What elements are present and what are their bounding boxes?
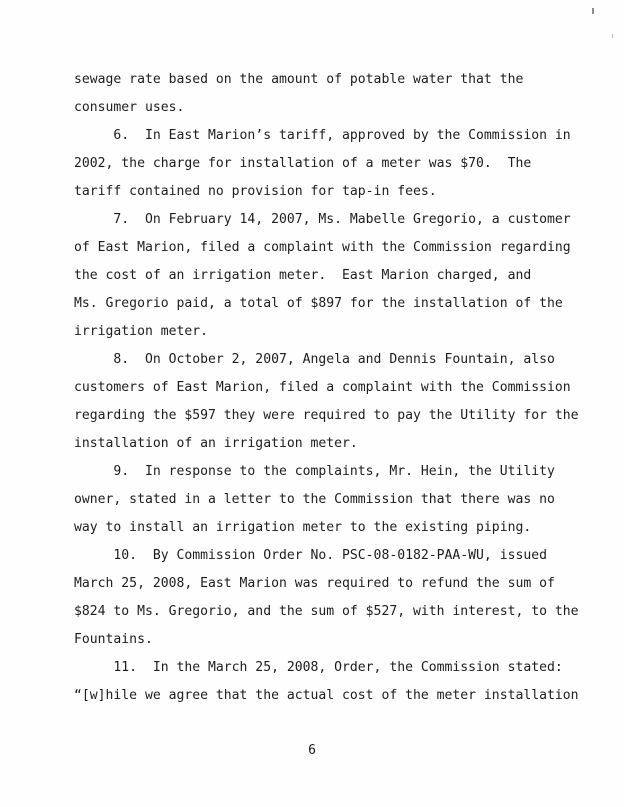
text-line: tariff contained no provision for tap-in fees. <box>74 184 437 199</box>
text-line: owner, stated in a letter to the Commission that there was no <box>74 492 555 507</box>
text-line: of East Marion, filed a complaint with the Commission regarding <box>74 240 571 255</box>
scan-artifact <box>612 34 613 38</box>
page-number: 6 <box>308 743 316 758</box>
text-line: “[w]hile we agree that the actual cost of the meter installation <box>74 688 579 703</box>
text-line: $824 to Ms. Gregorio, and the sum of $527, with interest, to the <box>74 604 579 619</box>
text-line: 6. In East Marion’s tariff, approved by the Commission in <box>74 128 571 143</box>
text-line: 9. In response to the complaints, Mr. Hein, the Utility <box>74 464 555 479</box>
text-line: 10. By Commission Order No. PSC-08-0182-PAA-WU, issued <box>74 548 547 563</box>
text-line: installation of an irrigation meter. <box>74 436 358 451</box>
text-line: 8. On October 2, 2007, Angela and Dennis Fountain, also <box>74 352 555 367</box>
text-line: 2002, the charge for installation of a meter was $70. The <box>74 156 532 171</box>
text-line: the cost of an irrigation meter. East Marion charged, and <box>74 268 532 283</box>
text-line: irrigation meter. <box>74 324 209 339</box>
text-line: Fountains. <box>74 632 153 647</box>
text-line: 7. On February 14, 2007, Ms. Mabelle Gregorio, a customer <box>74 212 571 227</box>
text-line: customers of East Marion, filed a complaint with the Commission <box>74 380 571 395</box>
scan-artifact <box>592 8 594 14</box>
text-line: 11. In the March 25, 2008, Order, the Commission stated: <box>74 660 563 675</box>
text-line: sewage rate based on the amount of potable water that the <box>74 72 524 87</box>
text-line: regarding the $597 they were required to pay the Utility for the <box>74 408 579 423</box>
text-line: Ms. Gregorio paid, a total of $897 for the installation of the <box>74 296 563 311</box>
text-line: way to install an irrigation meter to the existing piping. <box>74 520 532 535</box>
text-line: consumer uses. <box>74 100 185 115</box>
body-text <box>74 66 579 710</box>
text-line: March 25, 2008, East Marion was required to refund the sum of <box>74 576 555 591</box>
